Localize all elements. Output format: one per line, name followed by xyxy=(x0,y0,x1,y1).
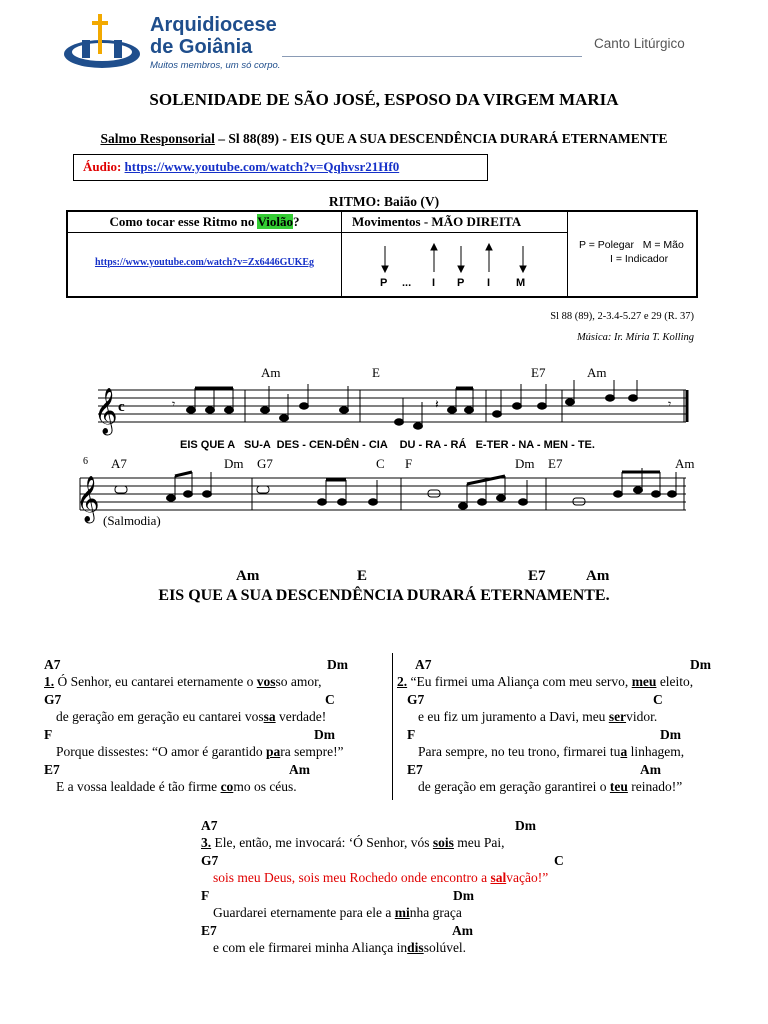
sheet-chord: A7 xyxy=(111,456,127,471)
staff-row-1 xyxy=(80,380,700,440)
stroke-label-i2: I xyxy=(487,277,491,289)
chord: A7 xyxy=(44,657,61,672)
sheet-chord: F xyxy=(405,456,413,471)
org-tagline: Muitos membros, um só corpo. xyxy=(150,60,281,71)
audio-box xyxy=(73,154,488,181)
chord: E7 xyxy=(407,762,423,777)
strumming-pattern-diagram xyxy=(342,234,567,296)
chord: Dm xyxy=(314,727,335,742)
psalm-label: Salmo Responsorial xyxy=(100,131,215,146)
verse-line: sois meu Deus, sois meu Rochedo onde encontro a salvação!” xyxy=(213,870,549,885)
refrain-chord: E7 xyxy=(528,568,546,584)
rhythm-legend-line2: I = Indicador xyxy=(610,253,669,265)
verse-1 xyxy=(44,657,389,797)
sheet-lyrics-row1: EIS QUE A SU-A DES - CEN-DÊN - CIA DU - RA - RÁ E-TER - NA - MEN - TE. xyxy=(180,439,595,451)
svg-text:𝄽: 𝄽 xyxy=(435,397,439,411)
stroke-label-i1: I xyxy=(432,277,436,289)
refrain-text: EIS QUE A SUA DESCENDÊNCIA DURARÁ ETERNAMENTE. xyxy=(158,587,610,604)
audio-link[interactable]: https://www.youtube.com/watch?v=Qqhvsr21Hf0 xyxy=(124,159,400,174)
salmodia-label: (Salmodia) xyxy=(103,513,161,528)
rhythm-col2-header: Movimentos - MÃO DIREITA xyxy=(352,214,522,229)
refrain-chord: Am xyxy=(236,568,260,584)
refrain-chord: Am xyxy=(586,568,610,584)
psalm-heading xyxy=(0,131,768,147)
sheet-chord: E xyxy=(372,365,380,380)
verse-line: Porque dissestes: “O amor é garantido para sempre!” xyxy=(56,744,344,759)
chord: G7 xyxy=(44,692,62,707)
stroke-label-m: M xyxy=(516,277,526,289)
music-credit: Música: Ir. Míria T. Kolling xyxy=(576,332,694,343)
svg-text:𝄾: 𝄾 xyxy=(668,397,672,411)
verse-2 xyxy=(397,657,737,797)
sheet-chord: E7 xyxy=(548,456,563,471)
psalm-title: – Sl 88(89) - EIS QUE A SUA DESCENDÊNCIA DURARÁ ETERNAMENTE xyxy=(214,131,668,146)
sheet-chord: Am xyxy=(675,456,695,471)
org-name-line1: Arquidiocese xyxy=(150,14,277,36)
chord: F xyxy=(407,727,416,742)
chord: E7 xyxy=(44,762,60,777)
svg-text:c: c xyxy=(118,399,125,415)
verses-divider xyxy=(392,653,393,800)
violao-highlight: Violão xyxy=(257,214,294,229)
verse-line: de geração em geração eu cantarei vossa verdade! xyxy=(56,709,327,724)
sheet-chord: Dm xyxy=(224,456,244,471)
verse-line: e eu fiz um juramento a Davi, meu servidor. xyxy=(418,709,658,724)
header-divider xyxy=(282,56,582,57)
verse-3 xyxy=(201,818,601,958)
verse-number: 3. xyxy=(201,835,212,850)
verse-line: 3. Ele, então, me invocará: ‘Ó Senhor, vós sois meu Pai, xyxy=(201,835,505,850)
verse-line: 2. “Eu firmei uma Aliança com meu servo, meu eleito, xyxy=(397,674,694,689)
page-title: SOLENIDADE DE SÃO JOSÉ, ESPOSO DA VIRGEM MARIA xyxy=(149,90,619,109)
chord: Dm xyxy=(690,657,711,672)
verse-line: Guardarei eternamente para ele a minha graça xyxy=(213,905,462,920)
chord: C xyxy=(554,853,564,868)
chord: G7 xyxy=(407,692,425,707)
stroke-label-p2: P xyxy=(457,277,465,289)
sheet-chord: E7 xyxy=(531,365,546,380)
chord: A7 xyxy=(415,657,432,672)
header xyxy=(0,0,768,80)
verse-line: e com ele firmarei minha Aliança indissolúvel. xyxy=(213,940,467,955)
rhythm-col1-header: Como tocar esse Ritmo no Violão? xyxy=(109,214,300,229)
psalm-reference: Sl 88 (89), 2-3.4-5.27 e 29 (R. 37) xyxy=(550,311,694,322)
chord: A7 xyxy=(201,818,218,833)
verse-number: 2. xyxy=(397,674,408,689)
svg-text:𝄞: 𝄞 xyxy=(94,388,118,434)
rhythm-legend-line1: P = Polegar M = Mão xyxy=(579,239,684,251)
sheet-music xyxy=(76,360,700,530)
chord: E7 xyxy=(201,923,217,938)
stroke-label-dots: ... xyxy=(402,277,412,289)
sheet-chord: Am xyxy=(261,365,281,380)
verse-line: Para sempre, no teu trono, firmarei tua linhagem, xyxy=(418,744,685,759)
archdiocese-logo-icon xyxy=(62,12,148,74)
sheet-chord: Am xyxy=(587,365,607,380)
chord: Dm xyxy=(453,888,474,903)
stroke-label-p1: P xyxy=(380,277,388,289)
chord: C xyxy=(653,692,663,707)
sheet-chord: C xyxy=(376,456,385,471)
org-name-line2: de Goiânia xyxy=(150,36,253,58)
svg-text:𝄾: 𝄾 xyxy=(172,397,176,411)
verse-number: 1. xyxy=(44,674,55,689)
verse-line: 1. Ó Senhor, eu cantarei eternamente o vosso amor, xyxy=(44,674,322,689)
verse-line: de geração em geração garantirei o teu reinado!” xyxy=(418,779,683,794)
audio-label: Áudio: xyxy=(83,159,125,174)
rhythm-table xyxy=(66,210,698,298)
svg-text:𝄞: 𝄞 xyxy=(76,476,100,522)
category-label: Canto Litúrgico xyxy=(594,36,685,51)
sheet-chord: Dm xyxy=(515,456,535,471)
chord: Am xyxy=(640,762,661,777)
chord: C xyxy=(325,692,335,707)
chord: G7 xyxy=(201,853,219,868)
chord: Am xyxy=(289,762,310,777)
refrain-chord: E xyxy=(357,568,368,584)
measure-number: 6 xyxy=(83,456,88,467)
verse-line: E a vossa lealdade é tão firme como os céus. xyxy=(56,779,297,794)
chord: F xyxy=(44,727,53,742)
sheet-chord: G7 xyxy=(257,456,273,471)
rhythm-title: RITMO: Baião (V) xyxy=(328,194,440,209)
chord: Am xyxy=(452,923,473,938)
chord: Dm xyxy=(660,727,681,742)
chord: Dm xyxy=(515,818,536,833)
chord: F xyxy=(201,888,210,903)
refrain-chords xyxy=(0,568,768,586)
rhythm-video-link[interactable]: https://www.youtube.com/watch?v=Zx6446GUKEg xyxy=(94,257,315,268)
chord: Dm xyxy=(327,657,348,672)
